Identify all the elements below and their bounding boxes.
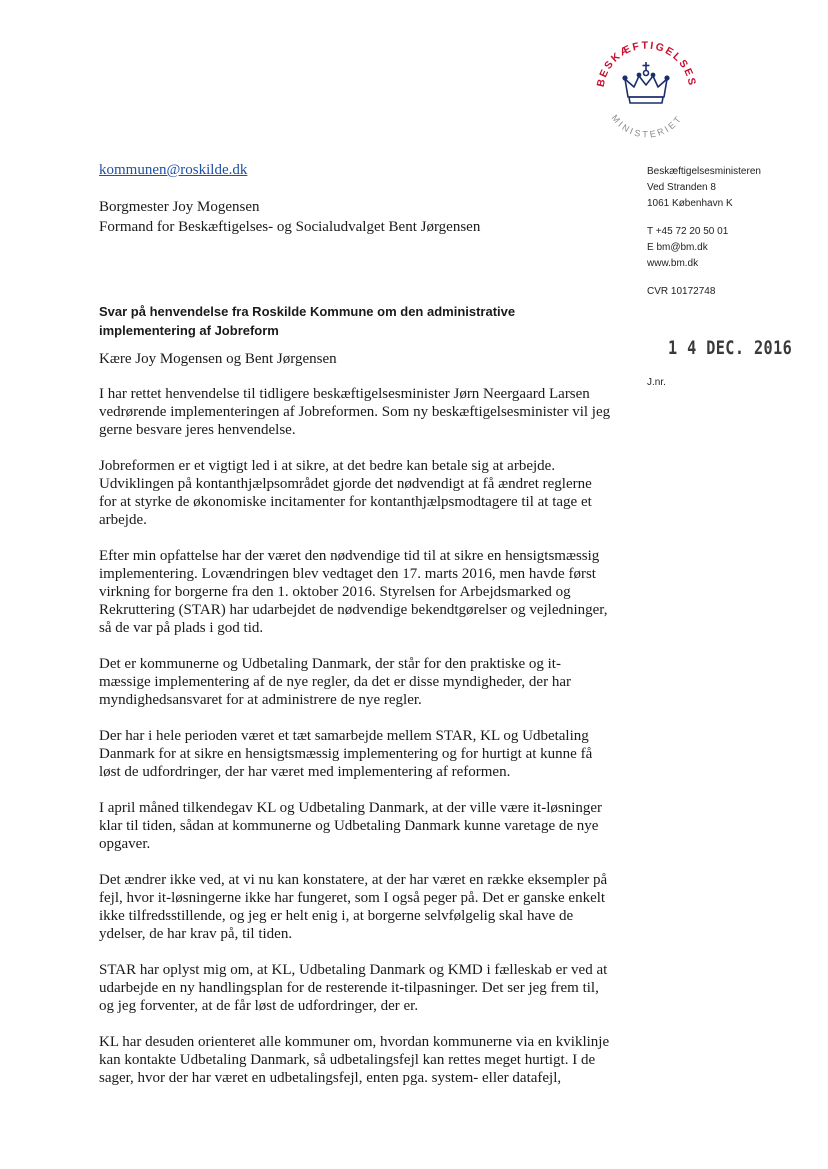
journal-number-label: J.nr. — [647, 377, 666, 388]
paragraph: STAR har oplyst mig om, at KL, Udbetaling Danmark og KMD i fælleskab er ved at udarbejde en ny handlingsplan for de resterende it-tilpasninger. Det ser jeg frem til, og jeg forventer, at de får løst de udfordringer, der er. — [99, 962, 608, 1014]
logo-ring-text: BESKÆFTIGELSES — [594, 39, 699, 89]
sender-phone: T +45 72 20 50 01 — [647, 226, 729, 237]
sender-street: Ved Stranden 8 — [647, 182, 716, 193]
recipient-block — [99, 197, 480, 237]
crown-icon — [587, 27, 705, 145]
sender-email: E bm@bm.dk — [647, 242, 708, 253]
recipient-email-link[interactable]: kommunen@roskilde.dk — [99, 162, 248, 178]
paragraph: Der har i hele perioden været et tæt samarbejde mellem STAR, KL og Udbetaling Danmark for at sikre en hensigtsmæssig implementering og for hurtigt at kunne få løst de udfordringer, der har været med implementering af reformen. — [99, 728, 593, 780]
recipient-title: Formand for Beskæftigelses- og Socialudvalget Bent Jørgensen — [99, 219, 481, 235]
paragraph: KL har desuden orienteret alle kommuner om, hvordan kommunerne via en kviklinje kan kontakte Udbetaling Danmark, så udbetalingsfejl kan rettes meget hurtigt. I de sager, hvor der har været en udbetalingsfejl, enten pga. system- eller datafejl, — [99, 1034, 610, 1086]
salutation: Kære Joy Mogensen og Bent Jørgensen — [99, 351, 337, 367]
sender-city: 1061 København K — [647, 198, 733, 209]
recipient-name: Borgmester Joy Mogensen — [99, 199, 260, 215]
ministry-logo — [587, 27, 705, 145]
sender-cvr: CVR 10172748 — [647, 286, 716, 297]
letter-subject: Svar på henvendelse fra Roskilde Kommune om den administrative implementering af Jobreform — [99, 304, 516, 338]
sender-info — [647, 164, 797, 300]
sender-web: www.bm.dk — [647, 258, 699, 269]
paragraph: Det er kommunerne og Udbetaling Danmark, der står for den praktiske og it-mæssige implementering af de nye regler, da det er disse myndigheder, der har myndighedsansvaret for at administrere de nye regler. — [99, 656, 571, 708]
letter-body — [99, 350, 611, 1105]
paragraph: Jobreformen er et vigtigt led i at sikre, at det bedre kan betale sig at arbejde. Udviklingen på kontanthjælpsområdet gjorde det nødvendigt at få ændret reglerne for at styrke de økonomiske incitamenter for kontanthjælpsmodtagere til at tage et arbejde. — [99, 458, 592, 528]
paragraph: I har rettet henvendelse til tidligere beskæftigelsesminister Jørn Neergaard Larsen vedrørende implementeringen af Jobreformen. Som ny beskæftigelsesminister vil jeg gerne besvare jeres henvendelse. — [99, 386, 611, 438]
paragraph: Efter min opfattelse har der været den nødvendige tid til at sikre en hensigtsmæssig implementering. Lovændringen blev vedtaget den 17. marts 2016, men havde først virkning for borgerne fra den 1. oktober 2016. Styrelsen for Arbejdsmarked og Rekruttering (STAR) har udarbejdet de nødvendige bekendtgørelser og vejledninger, så de var på plads i god tid. — [99, 548, 608, 636]
paragraph: Det ændrer ikke ved, at vi nu kan konstatere, at der har været en række eksempler på fejl, hvor it-løsningerne ikke har fungeret, som I også peger på. Det er ganske enkelt ikke tilfredsstillende, og jeg er helt enig i, at borgerne selvfølgelig skal have de ydelser, de har krav på, til tiden. — [99, 872, 608, 942]
paragraph: I april måned tilkendegav KL og Udbetaling Danmark, at der ville være it-løsninger klar til tiden, sådan at kommunerne og Udbetaling Danmark kunne varetage de nye opgaver. — [99, 800, 603, 852]
sender-name: Beskæftigelsesministeren — [647, 166, 761, 177]
date-stamp: 1 4 DEC. 2016 — [668, 337, 793, 359]
svg-text:MINISTERIET — [610, 113, 685, 140]
logo-bottom-text: MINISTERIET — [609, 112, 685, 140]
